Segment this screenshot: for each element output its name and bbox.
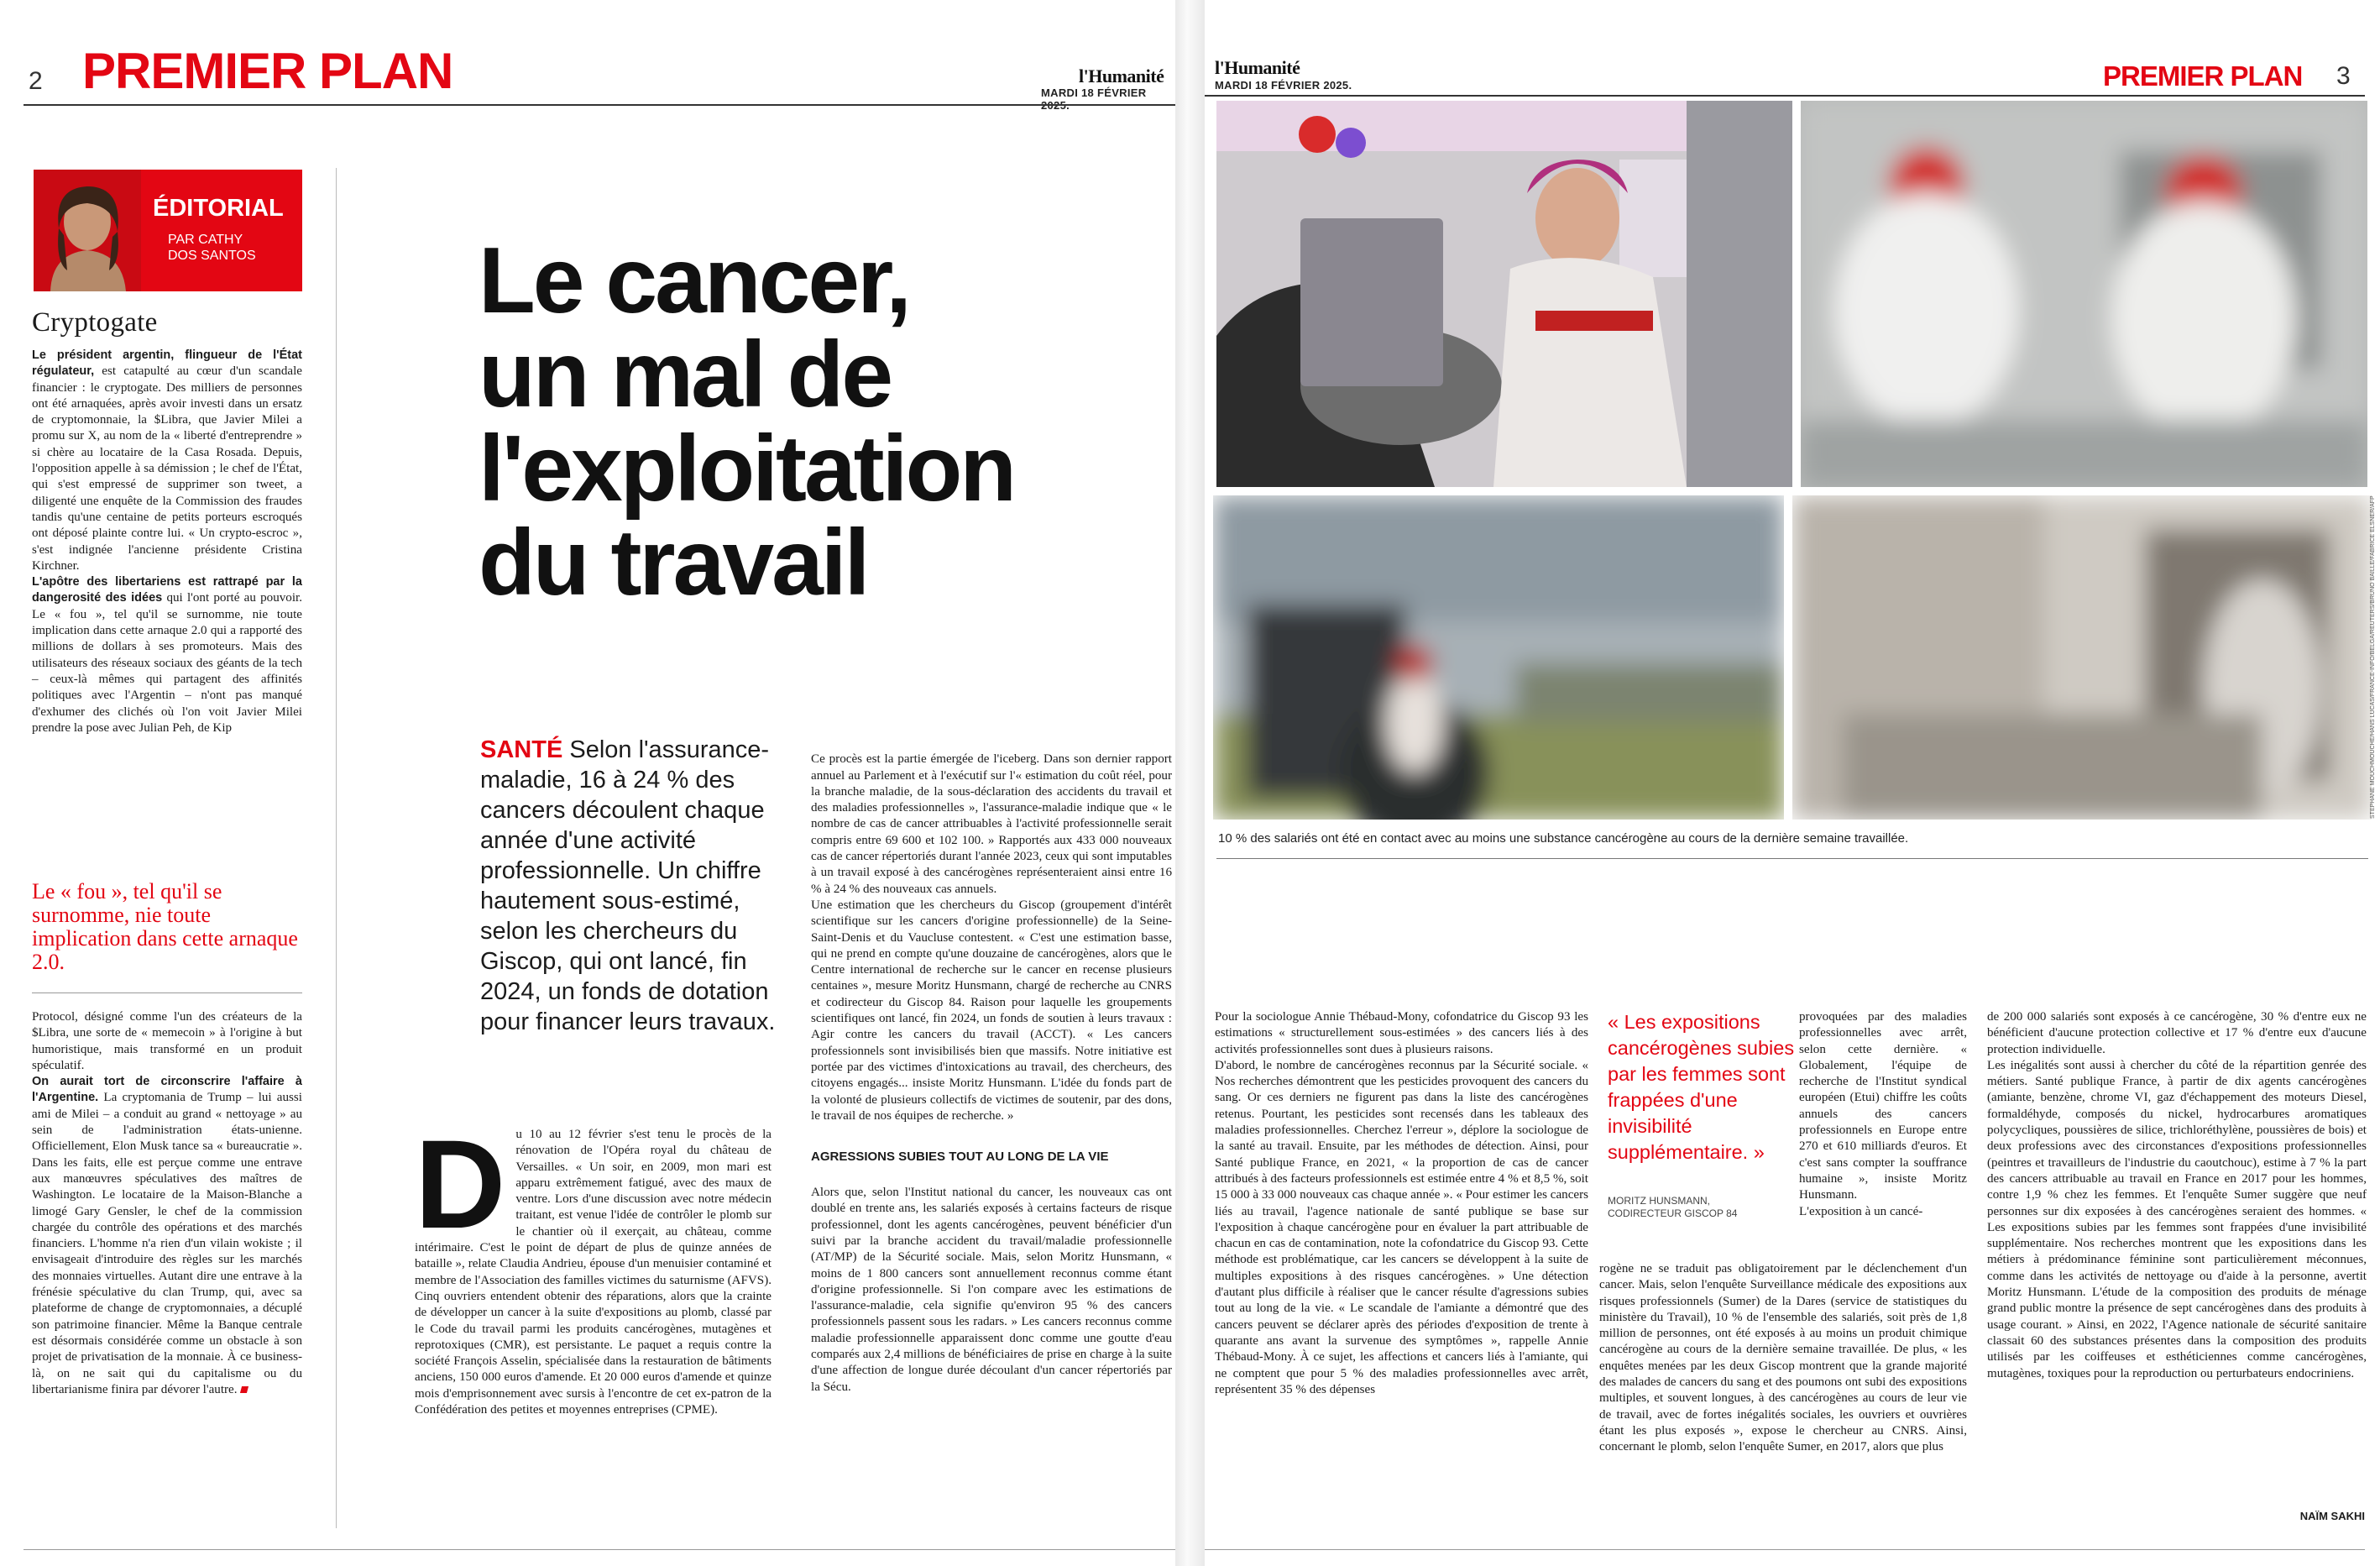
editorial-para-1: est catapulté au cœur d'un scandale financier : le cryptogate. Des milliers de personnes ont été arnaquées, après avoir investi dans un ersatz de cryptomonnaie, la $Libra, que Javier Milei a promu sur X, au nom de la « liberté d'entreprendre » si chère au locataire de la Casa Rosada. Depuis, l'opposition appelle à sa démission ; le chef de l'État, qui s'est empressé de supprimer son tweet, a diligenté une enquête de la Commission des fraudes tandis qu'une centaine de petits porteurs escroqués ont déposé plainte contre lui. « Un crypto-escroc », s'est indignée l'ancienne présidente Cristina Kirchner.	[32, 364, 302, 573]
editorial-kicker: ÉDITORIAL	[153, 195, 284, 222]
footer-rule	[1205, 1549, 2365, 1550]
editorial-lead-3: On aurait tort de circonscrire l'affaire à l'Argentine.	[32, 1075, 302, 1105]
page-number: 3	[2336, 62, 2351, 90]
pullquote-author: MORITZ HUNSMANN,	[1608, 1195, 1710, 1207]
article-column-1	[415, 1113, 772, 1418]
standfirst-text: Selon l'assurance-maladie, 16 à 24 % des cancers découlent chaque année d'une activité professionnelle. Un chiffre hautement sous-estimé, selon les chercheurs du Giscop, qui ont lancé, fin 2024, un fonds de dotation pour financer leurs travaux.	[480, 736, 776, 1035]
pullquote-role: CODIRECTEUR GISCOP 84	[1608, 1207, 1738, 1219]
editorial-lead-1: Le président argentin, flingueur de l'État régulateur,	[32, 348, 302, 379]
masthead-date: MARDI 18 FÉVRIER 2025.	[1215, 79, 1352, 92]
standfirst	[480, 735, 781, 1037]
article-subhead: AGRESSIONS SUBIES TOUT AU LONG DE LA VIE	[811, 1150, 1109, 1165]
masthead-brand: l'Humanité	[1079, 65, 1164, 86]
pullquote-attribution	[1608, 1195, 1737, 1220]
editorial-box	[34, 170, 302, 291]
photo-workers-blurred	[1801, 101, 2367, 487]
right-column-3: de 200 000 salariés sont exposés à ce cancérogène, 30 % d'entre eux ne bénéficient d'aucune protection collective et 17 % d'entre eux d'aucune protection individuelle. Les inégalités sont aussi à chercher du côté de la répartition genrée des métiers. Santé publique France, à partir de dix agents cancérogènes (amiante, benzène, chrome VI, gaz d'échappement des moteurs Diesel, formaldéhyde, composés du nickel, hydrocarbures aromatiques polycycliques, poussières de silice, trichloréthylène, poussières de bois) et deux professions avec des circonstances d'expositions professionnelles (peintres et travailleurs de l'industrie du caoutchouc), estime à 7 % la part des cancers attribuable au travail en France en 2017 pour les hommes, contre 1,9 % chez les femmes. Et l'enquête Sumer suggère que neuf personnes sur dix exposées à des cancérogènes seraient des hommes. « Les expositions subies par les femmes sont frappées d'une invisibilité supplémentaire. Nos recherches montrent que les expositions dans les métiers à prédominance féminine sont particulièrement méconnues, comme dans les activités de nettoyage ou d'aide à la personne, avertit Moritz Hunsmann. L'étude de la composition des produits de ménage grand public montre la présence de sept cancérogènes dans des produits à usage courant. » Ainsi, en 2022, l'Agence nationale de sécurité sanitaire classait 60 des substances présentes dans la composition des produits utilisés par les coiffeuses et esthéticiennes comme cancérogènes, mutagènes, toxiques pour la reproduction ou perturbateurs endocriniens.	[1987, 1010, 2367, 1380]
article-body-2: Ce procès est la partie émergée de l'iceberg. Dans son dernier rapport annuel au Parlement et à l'exécutif sur l'« estimation du coût réel, pour la branche maladie, de la sous-déclaration des accidents du travail et des maladies professionnelles », l'assurance-maladie indique que « le nombre de cas de cancer attribuables à l'activité professionnelle serait compris entre 69 600 et 102 100. » Rapportés aux 433 000 nouveaux cas de cancer répertoriés durant l'année 2023, ceux qui sont imputables à un travail exposé à des cancérogènes représenteraient ainsi entre 16 % à 24 % des nouveaux cas annuels. Une estimation que les chercheurs du Giscop (groupement d'intérêt scientifique sur les cancers d'origine professionnelle) de la Seine-Saint-Denis et du Vaucluse contestent. « C'est une estimation basse, qui ne prend en compte qu'une douzaine de cancérogènes, alors que le Centre international de recherche sur le cancer en recense plusieurs centaines », mesure Moritz Hunsmann, chargé de recherche au CNRS et codirecteur du Giscop 84. Raison pour laquelle les groupements scientifiques ont lancé, fin 2024, un fonds de soutien à leurs travaux : Agir contre les cancers du travail (ACCT). « Les cancers professionnels sont invisibilisés bien que massifs. Notre initiative est portée par des victimes d'intoxications au travail, des chercheurs, des citoyens engagés... insiste Moritz Hunsmann. L'idée du fonds part de la volonté de plusieurs collectifs de victimes de soutenir, par des dons, le travail de nos équipes de recherche. »	[811, 752, 1172, 1123]
masthead-brand: l'Humanité	[1215, 57, 1300, 78]
editorial-para-4: La cryptomania de Trump – lui aussi ami de Milei – a conduit au grand « nettoyage » au sein de l'administration états-unienne. Officiellement, Elon Musk tance sa « bureaucratie ». Dans les faits, elle est perçue comme une entrave aux manœuvres spéculatives des maîtres de Washington. Le locataire de la Maison-Blanche a limogé Gary Gensler, le chef de la commission chargée du contrôle des opérations et des marchés financiers. L'homme n'a rien d'un vilain wokiste ; il envisageait d'introduire des règles sur les marchés des monnaies virtuelles. Autant dire une entrave à la frénésie spéculative du clan Trump, qui, avec sa plateforme de change de cryptomonnaies, a décuplé son patrimoine financier. Même la Banque centrale est désormais considérée comme un obstacle à son projet de privatisation de la monnaie. À ce business-là, on ne sait qui du capitalisme ou du libertarianisme finira par dévorer l'autre.	[32, 1091, 302, 1396]
article-body-3: Alors que, selon l'Institut national du cancer, les nouveaux cas ont doublé en trente ans, les salariés exposés à certains facteurs de risque professionnel, dont les agents cancérogènes, peuvent bénéficier d'un suivi par la branche accident du travail/maladie professionnelle (AT/MP) de la Sécurité sociale. Mais, selon Moritz Hunsmann, « moins de 1 800 cancers sont annuellement reconnus comme étant d'origine professionnelle. Si l'on compare avec les estimations de l'assurance-maladie, cela signifie qu'environ 95 % des cancers professionnels passent sous les radars. » Les cancers reconnus comme maladie professionnelle apparaissent donc comme une goutte d'eau comparés aux 2,4 millions de bénéficiaires de prise en charge à la suite d'une affection de longue durée découlant d'un cancer répertoriés par la Sécu.	[811, 1186, 1172, 1394]
page-number: 2	[29, 67, 43, 95]
right-column-2-bottom: rogène ne se traduit pas obligatoirement par le déclenchement d'un cancer. Mais, selon l'enquête Surveillance médicale des expositions aux risques professionnels (Sumer) de la Dares (service de statistiques du ministère du Travail), 10 % de l'ensemble des salariés, soit près de 1,8 million de personnes, ont été exposés à au moins un produit chimique cancérogène au cours de la dernière semaine travaillée. De plus, « les enquêtes menées par les deux Giscop montrent que la grande majorité des malades de cancers du sang et des poumons ont subi des expositions multiples, et souvent longues, à des cancérogènes au cours de leur vie de travail, avec de fortes inégalités sociales, les ouvriers et ouvrières étant les plus exposés », expose le chercheur au CNRS. Ainsi, concernant le plomb, selon l'enquête Sumer, en 2017, alors que plus	[1599, 1262, 1967, 1454]
editorial-pullquote: Le « fou », tel qu'il se surnomme, nie toute implication dans cette arnaque 2.0.	[32, 879, 298, 974]
pullquote-rule	[32, 992, 302, 993]
photo-construction-blurred	[1792, 495, 2372, 820]
section-title: PREMIER PLAN	[2103, 60, 2303, 92]
right-column-1: Pour la sociologue Annie Thébaud-Mony, cofondatrice du Giscop 93 les estimations « structurellement sous-estimées » des cancers liés à des activités professionnelles sont dues à plusieurs raisons. D'abord, le nombre de cancérogènes reconnus par la Sécurité sociale. « Nos recherches démontrent que les pesticides provoquent des cancers du sang. Or ces derniers ne figurent pas dans la liste des cancérogènes retenus. Pourtant, les pesticides sont recensés dans les tableaux des maladies professionnelles. Cherchez l'erreur », déplore la sociologue de la santé au travail. Ensuite, par les méthodes de détection. Ainsi, pour Santé publique France, en 2021, « la proportion de cas de cancer attribués à des facteurs professionnels est estimée entre 4 % et 8,5 %, soit 15 000 à 33 000 nouveaux cas chaque année ». « Pour estimer les cancers liés au travail, l'agence nationale de santé publique se base sur l'exposition à chaque cancérogène pour en évaluer la part attribuable de chacun en cas de contamination, note la cofondatrice du Giscop 93. Cette méthode est problématique, car les cancers se développent à la suite de multiples expositions à des risques cancérogènes. » Une détection d'autant plus difficile à réaliser que le cancer résulte d'agressions subies tout au long de la vie. « Le scandale de l'amiante a démontré que des cancers peuvent se déclarer après des périodes d'exposition de trente à quarante ans avant la survenue des symptômes », rappelle Annie Thébaud-Mony. À ce sujet, les affections et cancers liés à l'amiante, qui ne comptent que pour 5 % des maladies professionnelles avec arrêt, représentent 35 % des dépenses	[1215, 1010, 1588, 1396]
standfirst-kicker: SANTÉ	[480, 736, 563, 763]
author-portrait	[34, 170, 141, 291]
article-body-1: u 10 au 12 février s'est tenu le procès de la rénovation de l'Opéra royal du château de Versailles. « Un soir, en 2009, mon mari est apparu extrêmement fatigué, avec des maux de ventre. Lors d'une discussion avec notre médecin traitant, est venue l'idée de contrôler le plomb sur le chantier où il exerçait, au château, comme intérimaire. C'est le point de départ de plus de quinze années de bataille », relate Claudia Andrieu, épouse d'un menuisier contaminé et membre de l'Association des familles victimes du saturnisme (AFVS). Cinq ouvriers entendent obtenir des réparations, alors que la crainte de développer un cancer à la suite d'expositions au plomb, classé par le Code du travail parmi les produits cancérogènes, mutagènes et reprotoxiques (CMR), est persistante. Le paquet a requis contre la société François Asselin, spécialisée dans la restauration de bâtiments anciens, 150 000 euros d'amende. Et 20 000 euros d'amende et quinze mois d'emprisonnement avec sursis à l'encontre de cet ex-patron de la Confédération des petites et moyennes entreprises (CPME).	[415, 1128, 772, 1417]
masthead-date: MARDI 18 FÉVRIER	[1041, 86, 1147, 99]
editorial-text-top	[32, 348, 302, 736]
editorial-para-2: qui l'ont porté au pouvoir. Le « fou », tel qu'il se surnomme, nie toute implication dans cette arnaque 2.0 qui a rapporté des millions de dollars à ses promoteurs. Mais des utilisateurs des réseaux sociaux des géants de la tech – ceux-là mêmes qui partagent des affinités politiques avec l'Argentin – n'ont pas manqué d'exhumer des clichés où l'on voit Javier Milei prendre la pose avec Julian Peh, de Kip	[32, 591, 302, 735]
right-column-2-top: provoquées par des maladies professionnelles avec arrêt, selon cette dernière. « Globalement, l'équipe de recherche de l'Institut syndical européen (Etui) chiffre les coûts annuels des cancers professionnels en Europe entre 270 et 610 milliards d'euros. Et c'est sans compter la souffrance humaine », insiste Moritz Hunsmann. L'exposition à un cancé-	[1799, 1010, 1967, 1218]
editorial-text-bottom	[32, 1009, 302, 1398]
caption-rule	[1216, 858, 2368, 859]
right-page	[1205, 0, 2380, 1566]
header-rule	[1205, 95, 2365, 97]
photo-credit-text: STEPHANE MOUCHMOUCHE/HANS LUCAS/FRANCE-INFO/BELGA/REUTERS/BRUNO BAILLE/FABRICE ELSNER/AFP	[2370, 495, 2376, 819]
editorial-title: Cryptogate	[32, 307, 158, 338]
article-headline: Le cancer, un mal de l'exploitation du travail	[479, 228, 1015, 615]
drop-cap: D	[415, 1113, 506, 1254]
editorial-para-3: Protocol, désigné comme l'un des créateurs de la $Libra, une sorte de « memecoin » à l'origine à but humoristique, mais transformé en un produit spéculatif.	[32, 1010, 302, 1072]
photo-tractor-blurred	[1213, 495, 1784, 820]
editorial-lead-2: L'apôtre des libertariens est rattrapé par la dangerosité des idées	[32, 575, 302, 605]
author-signature: NAÏM SAKHI	[2299, 1510, 2365, 1522]
left-page	[0, 0, 1175, 1566]
photo-tattoo-artist	[1216, 101, 1792, 487]
header-rule	[24, 104, 1175, 106]
editorial-byline: PAR CATHY DOS SANTOS	[168, 233, 256, 263]
photo-caption: 10 % des salariés ont été en contact avec au moins une substance cancérogène au cours de la dernière semaine travaillée.	[1218, 831, 1909, 846]
photo-credit	[2370, 487, 2380, 819]
page-gutter	[1175, 0, 1205, 1566]
footer-rule	[24, 1549, 1175, 1550]
right-pullquote: « Les expositions cancérogènes subies par les femmes sont frappées d'une invisibilité supplémentaire. »	[1608, 1011, 1795, 1163]
article-column-2	[811, 736, 1172, 1411]
end-mark	[239, 1386, 248, 1393]
column-divider	[336, 168, 337, 1528]
section-title: PREMIER PLAN	[82, 43, 453, 99]
